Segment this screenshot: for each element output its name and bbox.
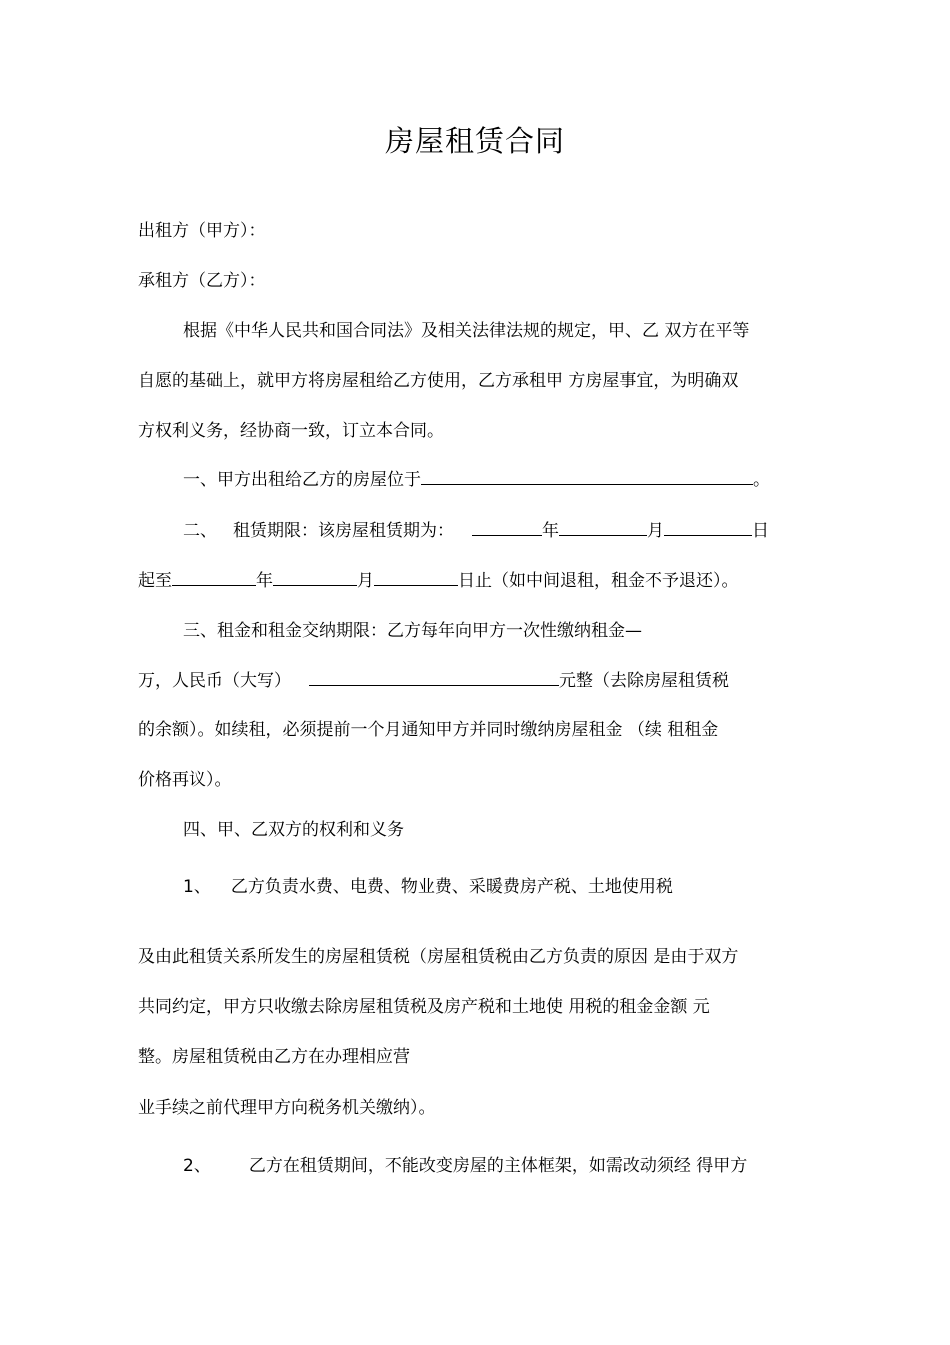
clause-3-line-4: 价格再议）。 [138,770,232,790]
month-label: 月 [647,521,664,541]
day-label: 日 [752,521,769,541]
item-1-cont-1: 及由此租赁关系所发生的房屋租赁税（房屋租赁税由乙方负责的原因 是由于双方 [138,947,739,967]
item-1-cont-3: 整。房屋租赁税由乙方在办理相应营 [138,1047,410,1067]
preamble-line-2: 自愿的基础上，就甲方将房屋租给乙方使用，乙方承租甲 方房屋事宜，为明确双 [138,371,739,391]
address-blank [421,467,753,485]
clause-1-end: 。 [753,470,770,490]
amount-blank [309,668,559,686]
end-month-label: 月 [357,571,374,591]
item-1-cont-2: 共同约定，甲方只收缴去除房屋租赁税及房产税和土地使 用税的租金金额 元 [138,997,710,1017]
end-day-blank [374,568,458,586]
clause-4-heading: 四、甲、乙双方的权利和义务 [183,820,404,840]
start-month-blank [559,518,647,536]
end-year-label: 年 [256,571,273,591]
start-day-blank [664,518,752,536]
preamble-line-1: 根据《中华人民共和国合同法》及相关法律法规的规定，甲、乙 双方在平等 [183,321,750,341]
year-label: 年 [542,521,559,541]
clause-2-end2: 日止（如中间退租，租金不予退还）。 [458,571,739,591]
clause-2-line-2 [138,568,739,593]
clause-2-num: 二、 [183,521,217,541]
clause-3-line-1: 三、租金和租金交纳期限：乙方每年向甲方一次性缴纳租金— [183,621,642,641]
document-title: 房屋租赁合同 [384,124,565,158]
end-year-blank [172,568,256,586]
preamble-line-3: 方权利义务，经协商一致，订立本合同。 [138,421,444,441]
lessee-label: 承租方（乙方）： [138,271,266,291]
item-1-cont-4: 业手续之前代理甲方向税务机关缴纳）。 [138,1098,436,1118]
lessor-label: 出租方（甲方）： [138,221,266,241]
item-1-num: 1、 [183,877,211,897]
clause-4-item-1 [183,875,673,899]
clause-3-line-2 [138,668,729,693]
clause-2-start2: 起至 [138,571,172,591]
end-month-blank [273,568,357,586]
clause-2-line-1 [183,518,769,543]
clause-1-text: 一、甲方出租给乙方的房屋位于 [183,470,421,490]
item-1-line-1: 乙方负责水费、电费、物业费、采暖费房产税、土地使用税 [230,877,673,897]
clause-1 [183,467,770,492]
clause-3-line-3: 的余额）。如续租，必须提前一个月通知甲方并同时缴纳房屋租金 （续 租租金 [138,720,719,740]
clause-3-line-2a: 万，人民币（大写） [138,671,291,691]
item-2-line-1: 乙方在租赁期间，不能改变房屋的主体框架，如需改动须经 得甲方 [248,1156,748,1176]
item-2-num: 2、 [183,1156,211,1176]
clause-2-label: 租赁期限：该房屋租赁期为： [233,521,454,541]
start-year-blank [472,518,542,536]
clause-3-line-2b: 元整（去除房屋租赁税 [559,671,729,691]
clause-4-item-2 [183,1154,747,1178]
